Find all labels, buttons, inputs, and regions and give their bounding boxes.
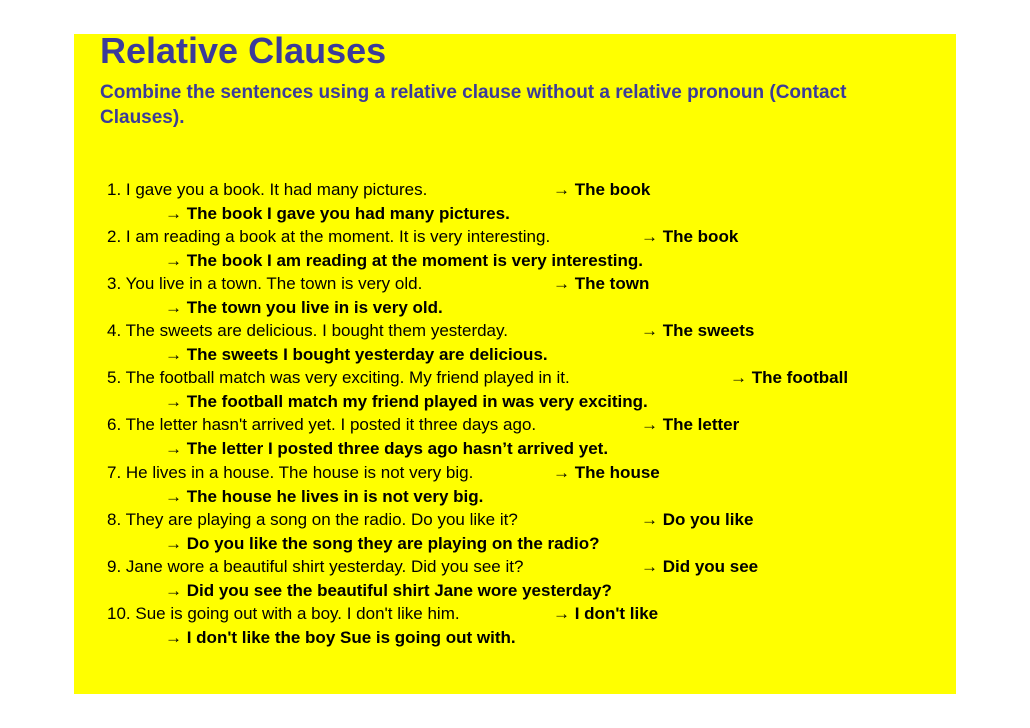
answer-6: → The letter I posted three days ago hasn’t arrived yet. (165, 439, 609, 458)
question-9: 9. Jane wore a beautiful shirt yesterday. Did you see it? (107, 557, 524, 576)
hint-5: → The football (730, 368, 849, 387)
answer-8: → Do you like the song they are playing on the radio? (165, 534, 600, 553)
question-3: 3. You live in a town. The town is very old. (107, 274, 423, 293)
question-7: 7. He lives in a house. The house is not very big. (107, 463, 474, 482)
hint-1: → The book (553, 180, 651, 199)
answer-9: → Did you see the beautiful shirt Jane wore yesterday? (165, 581, 612, 600)
answer-10: → I don't like the boy Sue is going out with. (165, 628, 516, 647)
hint-6: → The letter (641, 415, 740, 434)
answer-2: → The book I am reading at the moment is very interesting. (165, 251, 643, 270)
question-8: 8. They are playing a song on the radio. Do you like it? (107, 510, 518, 529)
hint-7: → The house (553, 463, 660, 482)
question-5: 5. The football match was very exciting. My friend played in it. (107, 368, 570, 387)
question-6: 6. The letter hasn't arrived yet. I posted it three days ago. (107, 415, 537, 434)
answer-3: → The town you live in is very old. (165, 298, 443, 317)
hint-4: → The sweets (641, 321, 755, 340)
instructions: Combine the sentences using a relative clause without a relative pronoun (Contact Clauses). (100, 82, 847, 128)
hint-8: → Do you like (641, 510, 754, 529)
hint-3: → The town (553, 274, 650, 293)
question-4: 4. The sweets are delicious. I bought them yesterday. (107, 321, 508, 340)
hint-10: → I don't like (553, 604, 659, 623)
hint-2: → The book (641, 227, 739, 246)
hint-9: → Did you see (641, 557, 759, 576)
answer-4: → The sweets I bought yesterday are delicious. (165, 345, 548, 364)
page-title: Relative Clauses (100, 30, 387, 71)
question-10: 10. Sue is going out with a boy. I don't like him. (107, 604, 460, 623)
question-1: 1. I gave you a book. It had many pictures. (107, 180, 428, 199)
answer-7: → The house he lives in is not very big. (165, 487, 484, 506)
question-2: 2. I am reading a book at the moment. It is very interesting. (107, 227, 551, 246)
answer-1: → The book I gave you had many pictures. (165, 204, 510, 223)
answer-5: → The football match my friend played in was very exciting. (165, 392, 648, 411)
